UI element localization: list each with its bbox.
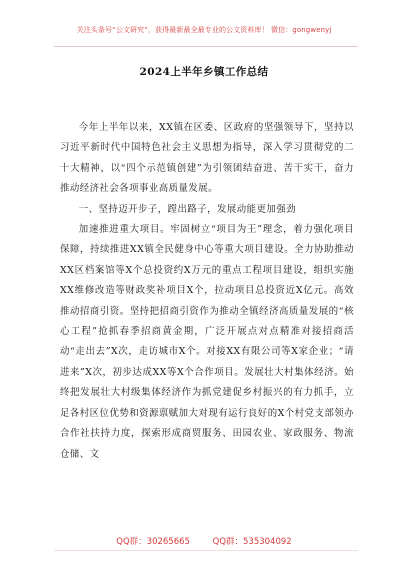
qq-group-2: QQ群：535304092 xyxy=(212,537,292,547)
body-paragraph: 加速推进重大项目。牢固树立“项目为王”理念，着力强化项目保障，持续推进XX镇全民健身中心等重大项目建设。全力协助推动XX区档案馆等X个总投资约X万元的重点工程项目建设，组织实施XX维修改造等财政奖补项目X个，拉动项目总投资近X亿元。高效推动招商引资。坚持把招商引资作为推动全镇经济高质量发展的“核心工程”抢抓春季招商黄金期，广泛开展点对点精准对接招商活动“走出去”X次，走访城市X个。对接XX有限公司等X家企业；“请进来”X次，初步达成XX等X个合作项目。发展壮大村集体经济。始终把发展壮大村级集体经济作为抓党建促乡村振兴的有力抓手，立足各村区位优势和资源禀赋加大对现有运行良好的X个村党支部领办合作社扶持力度，探索形成商贸服务、田园农业、家政服务、物流仓储、文 xyxy=(60,224,354,460)
promo-banner: 关注头条号“公文研究”，获得最新最全最专业的公文资料库！ 微信：gongwenyj xyxy=(76,26,332,34)
section-heading: 一、坚持迈开步子，蹚出路子，发展动能更加强劲 xyxy=(78,203,297,215)
footer-divider xyxy=(54,550,358,551)
document-title: 2024上半年乡镇工作总结 xyxy=(139,66,269,78)
header-divider xyxy=(54,46,358,47)
document-body xyxy=(60,118,354,465)
intro-paragraph: 今年上半年以来，XX镇在区委、区政府的坚强领导下，坚持以习近平新时代中国特色社会主义思想为指导，深入学习贯彻党的二十大精神，以“四个示范镇创建”为引领团结奋进、苦干实干，奋力推动经济社会各项事业高质量发展。 xyxy=(60,122,354,195)
qq-group-1: QQ群：30265665 xyxy=(116,537,190,547)
footer-qq-groups xyxy=(0,535,408,547)
